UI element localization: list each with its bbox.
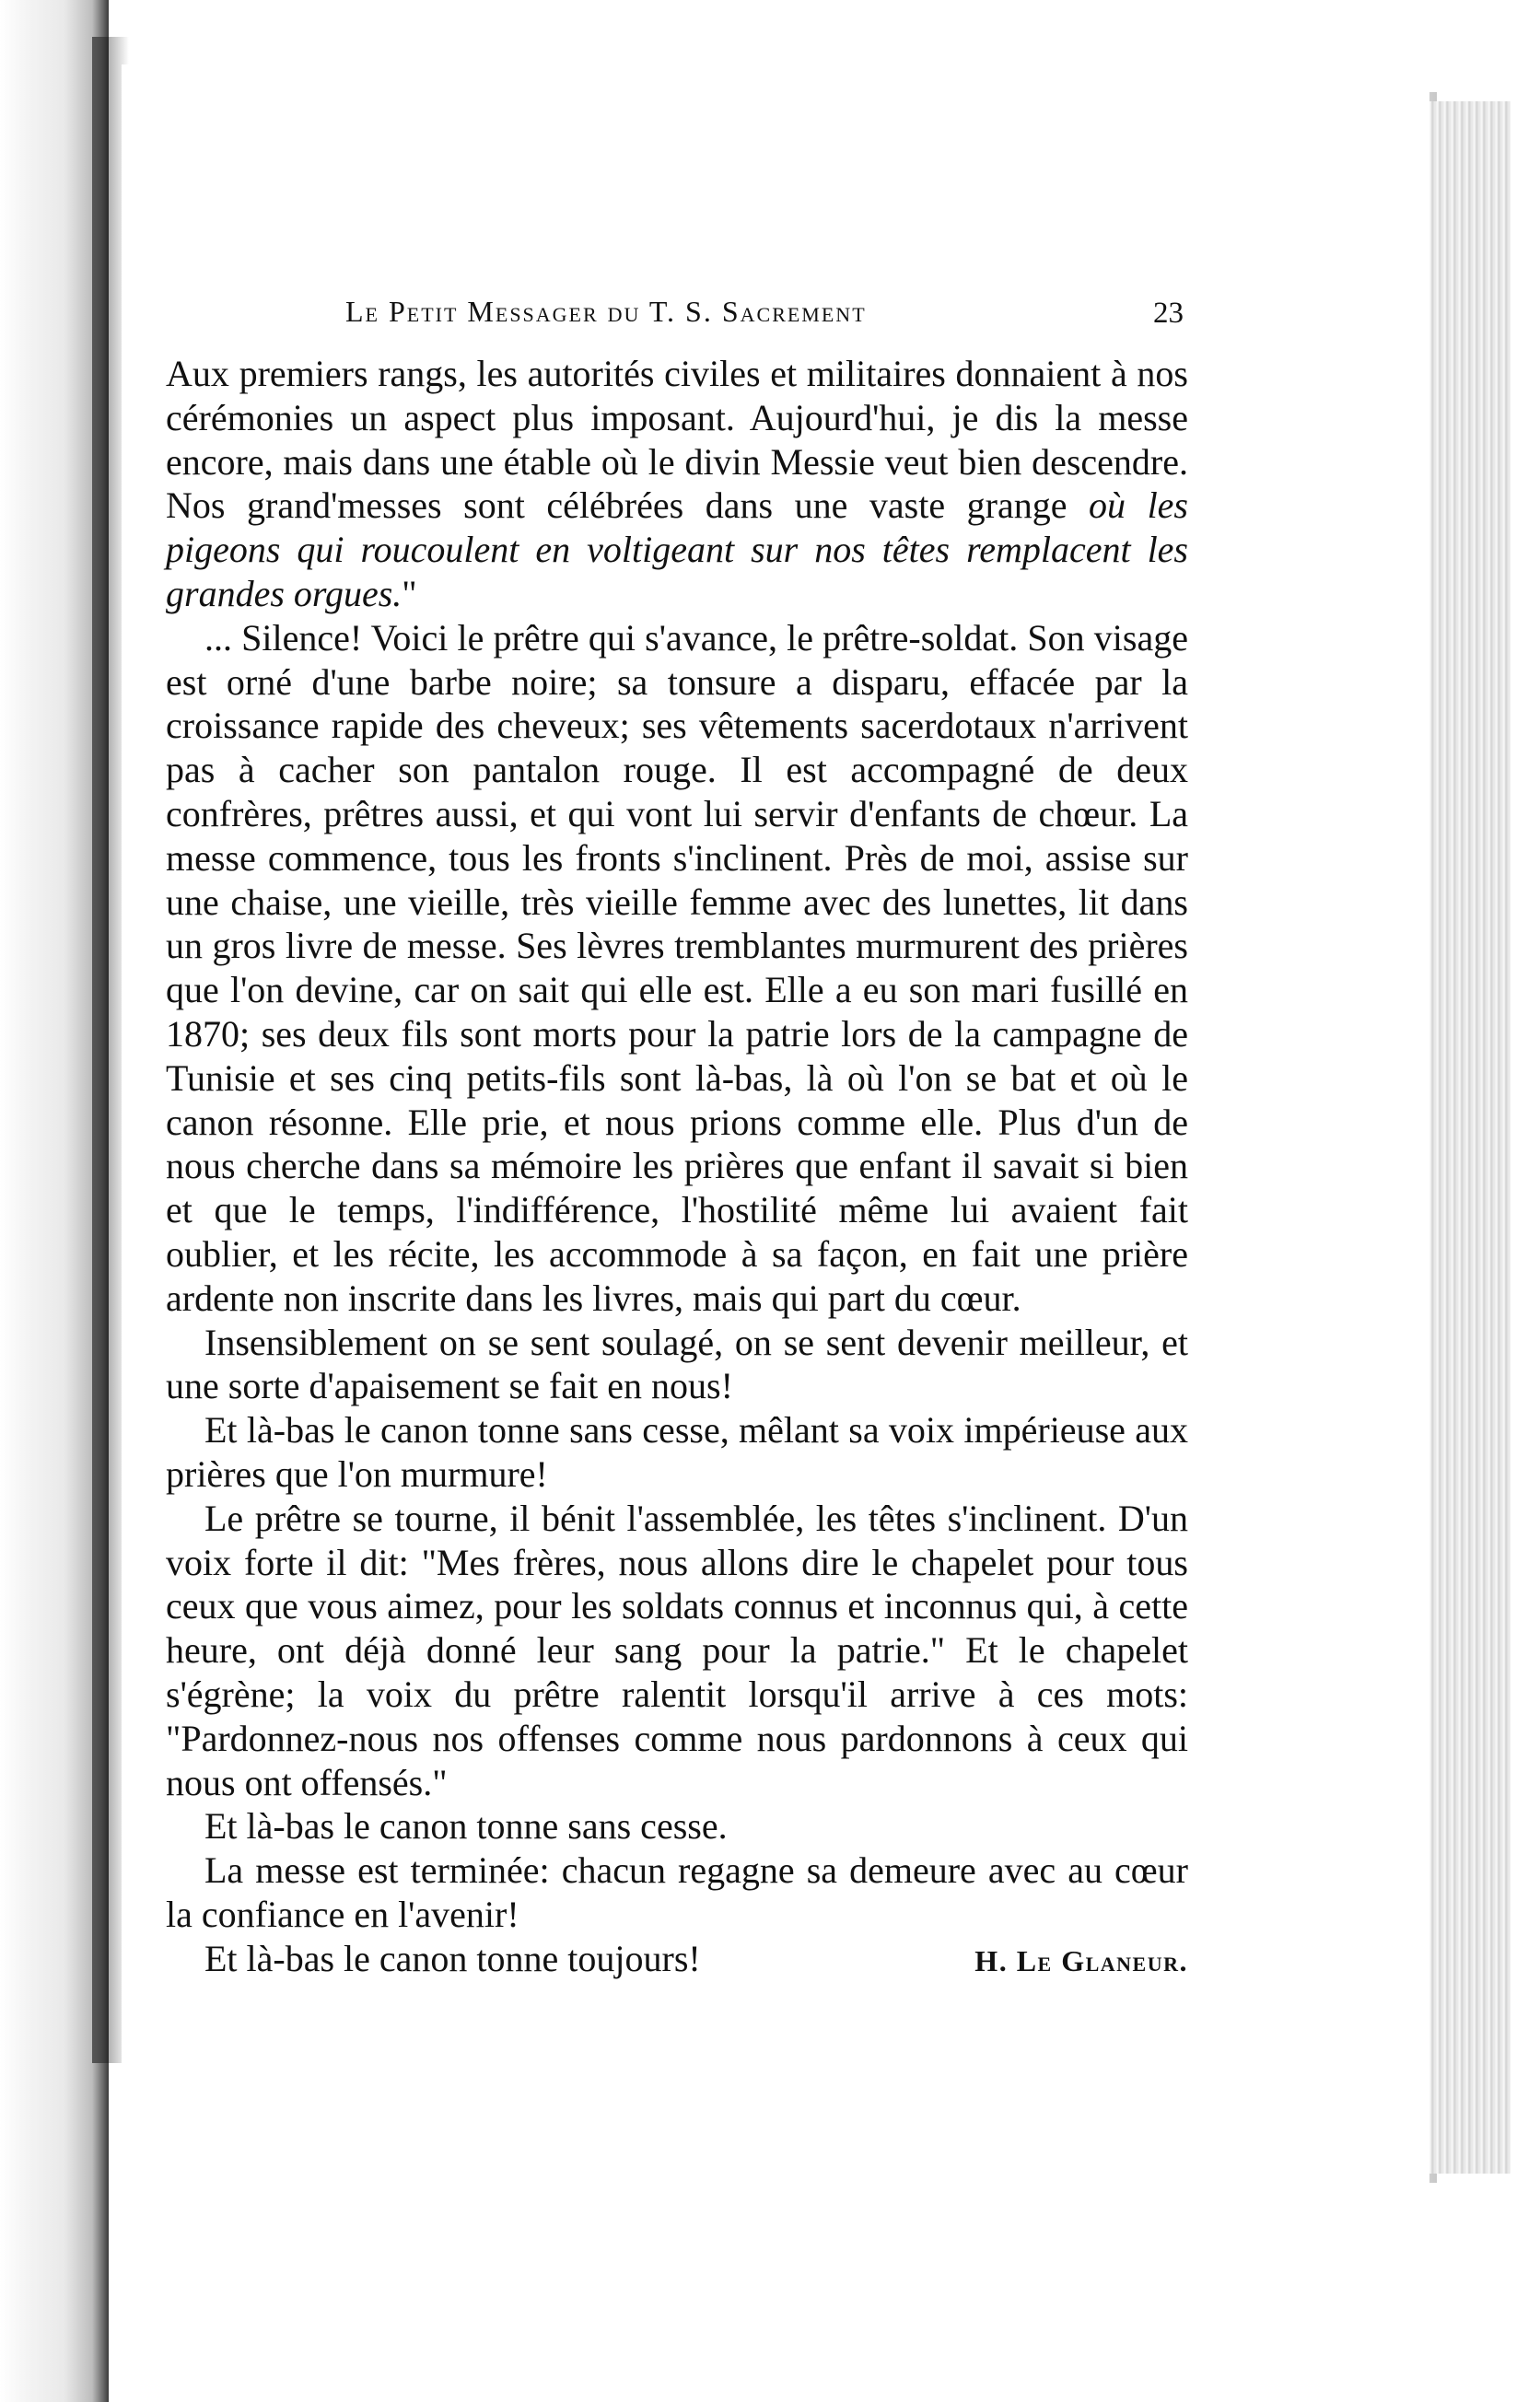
paragraph-2: ... Silence! Voici le prêtre qui s'avance, le prêtre-soldat. Son visage est orné d'une barbe noire; sa tonsure a disparu, effacée par la croissance rapide des cheveux; ses vêtements sacerdotaux n'arrivent pas à cacher son pantalon rouge. Il est accompagné de deux confrères, prêtres aussi, et qui vont lui servir d'enfants de chœur. La messe commence, tous les fronts s'inclinent. Près de moi, assise sur une chaise, une vieille, très vieille femme avec des lunettes, lit dans un gros livre de messe. Ses lèvres tremblantes murmurent des prières que l'on devine, car on sait qui elle est. Elle a eu son mari fusillé en 1870; ses deux fils sont morts pour la patrie lors de la campagne de Tunisie et ses cinq petits-fils sont là-bas, là où l'on se bat et où le canon résonne. Elle prie, et nous prions comme elle. Plus d'un de nous cherche dans sa mémoire les prières que enfant il savait si bien et que le temps, l'indifférence, l'hostilité même lui avaient fait oublier, et les récite, les accommode à sa façon, en fait une prière ardente non inscrite dans les livres, mais qui part du cœur. xyxy=(166,616,1188,1319)
paragraph-1 xyxy=(166,352,1188,616)
paragraph-4: Et là-bas le canon tonne sans cesse, mêlant sa voix impérieuse aux prières que l'on murmure! xyxy=(166,1409,1188,1495)
paragraph-6: Et là-bas le canon tonne sans cesse. xyxy=(204,1805,728,1848)
paragraph-1-closing-quote: " xyxy=(402,572,417,614)
page-stack-edge xyxy=(1426,101,1511,2174)
paragraph-3: Insensiblement on se sent soulagé, on se sent devenir meilleur, et une sorte d'apaisement se fait en nous! xyxy=(166,1321,1188,1407)
closing-line-text: Et là-bas le canon tonne toujours! xyxy=(204,1937,701,1979)
running-header: Le Petit Messager du T. S. Sacrement xyxy=(345,295,867,328)
paragraph-5: Le prêtre se tourne, il bénit l'assemblée, les têtes s'inclinent. D'un voix forte il dit: "Mes frères, nous allons dire le chapelet pour tous ceux que vous aimez, pour les soldats connus et inconnus qui, à cette heure, ont déjà donné leur sang pour la patrie." Et le chapelet s'égrène; la voix du prêtre ralentit lorsqu'il arrive à ces mots: "Pardonnez-nous nos offenses comme nous pardonnons à ceux qui nous ont offensés." xyxy=(166,1497,1188,1803)
closing-line xyxy=(166,1937,1188,1981)
article-body xyxy=(166,352,1188,1980)
paragraph-1-italic: où les pigeons qui roucoulent en voltigeant sur nos têtes remplacent les grandes orgues. xyxy=(166,484,1189,614)
page-number: 23 xyxy=(1153,297,1184,330)
author-signature: H. Le Glaneur. xyxy=(974,1943,1188,1977)
paragraph-7: La messe est terminée: chacun regagne sa demeure avec au cœur la confiance en l'avenir! xyxy=(166,1849,1188,1935)
paragraph-1-text: Aux premiers rangs, les autorités civiles et militaires donnaient à nos cérémonies un aspect plus imposant. Aujourd'hui, je dis la messe encore, mais dans une étable où le divin Messie veut bien descendre. Nos grand'messes sont célébrées dans une vaste grange xyxy=(166,353,1188,527)
